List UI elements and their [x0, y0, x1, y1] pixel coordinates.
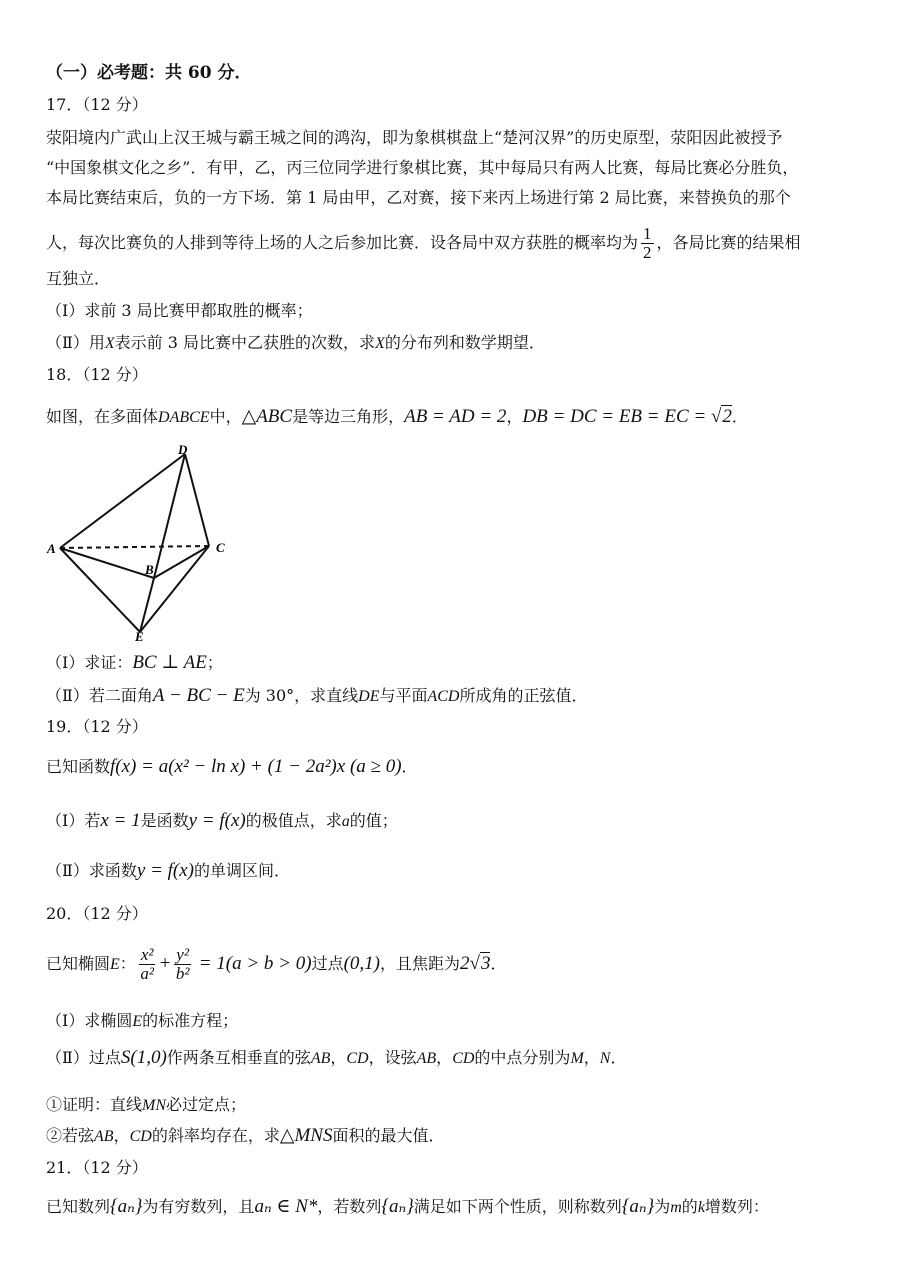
- label-d: D: [178, 442, 188, 457]
- edge-bc: [154, 546, 209, 578]
- var-x: X: [375, 335, 385, 352]
- point-0-1: (0,1): [343, 953, 380, 974]
- var-a: a: [341, 813, 350, 830]
- point-n: N: [599, 1050, 611, 1067]
- q21-text-f: 的: [681, 1197, 698, 1216]
- q21-text-b: 为有穷数列，且: [142, 1197, 255, 1216]
- q18-part2-d: 所成角的正弦值．: [459, 686, 588, 705]
- q19-text-a: 已知函数: [46, 757, 111, 776]
- q20-sub1-a: ①证明：直线: [46, 1095, 143, 1114]
- var-m: m: [670, 1199, 682, 1216]
- q17-text-line-4: [46, 225, 801, 262]
- fraction-denominator: 2: [643, 243, 652, 262]
- q18-number: 18．（12 分）: [46, 365, 148, 384]
- q20-part2-g: ，: [583, 1048, 600, 1067]
- expr-bc-perp-ae: BC ⊥ AE: [132, 652, 207, 673]
- q19-part2-b: 的单调区间．: [194, 861, 291, 880]
- q21-text-d: 满足如下两个性质，则称数列: [413, 1197, 622, 1216]
- q18-part1-b: ；: [206, 653, 223, 672]
- sequence-an: {aₙ}: [381, 1196, 414, 1217]
- expr-y-fx: y = f(x): [188, 810, 246, 831]
- q20-part2-b: 作两条互相垂直的弦: [166, 1048, 311, 1067]
- label-c: C: [216, 540, 225, 555]
- q17-part2-a: （Ⅱ）用: [46, 333, 105, 352]
- q17-part2-c: 的分布列和数学期望．: [384, 333, 545, 352]
- q18-text-a: 如图，在多面体: [46, 407, 159, 426]
- q19-number: 19．（12 分）: [46, 717, 148, 736]
- q18-part-2: [46, 685, 588, 708]
- chord-ab: AB: [310, 1050, 331, 1067]
- q18-text-d: ，: [506, 407, 523, 426]
- q17-text-line-5: 互独立．: [46, 269, 111, 288]
- q20-sub1-b: 必过定点；: [166, 1095, 247, 1114]
- q19-text-line-1: [46, 756, 418, 778]
- edge-ac-hidden: [60, 546, 209, 548]
- chord-cd: CD: [452, 1050, 475, 1067]
- equation-ab-ad: AB = AD = 2: [404, 406, 507, 427]
- q18-part1-a: （Ⅰ）求证：: [46, 653, 133, 672]
- solid-name: DABCE: [158, 409, 210, 426]
- function-definition: f(x) = a(x² − ln x) + (1 − 2a²)x (a ≥ 0): [110, 756, 402, 777]
- section-heading: （一）必考题：共 60 分．: [46, 63, 252, 83]
- chord-cd: CD: [129, 1128, 152, 1145]
- line-mn: MN: [142, 1097, 167, 1114]
- fraction-denominator: b²: [175, 964, 190, 983]
- q19-part1-a: （Ⅰ）若: [46, 811, 101, 830]
- sequence-an: {aₙ}: [110, 1196, 143, 1217]
- fraction-y2-b2: [174, 946, 191, 983]
- q20-text-d: ．: [490, 954, 507, 973]
- q20-text-c: ，且焦距为: [380, 954, 461, 973]
- q21-text-line-1: [46, 1196, 769, 1219]
- sqrt-value: 3: [480, 953, 491, 974]
- focal-coefficient: 2: [460, 953, 470, 974]
- q20-sub-2: [46, 1125, 444, 1148]
- q20-sub-1: [46, 1094, 246, 1117]
- q20-part-2: [46, 1047, 626, 1070]
- q20-part1-a: （Ⅰ）求椭圆: [46, 1011, 133, 1030]
- sqrt-value: 2: [722, 406, 732, 427]
- var-k: k: [697, 1199, 705, 1216]
- q21-number: 21．（12 分）: [46, 1158, 148, 1177]
- fraction-one-half: [641, 225, 654, 262]
- q17-part-1: （Ⅰ）求前 3 局比赛甲都取胜的概率；: [46, 301, 313, 320]
- point-s: S(1,0): [120, 1047, 167, 1068]
- triangle-abc: △ABC: [241, 406, 293, 427]
- label-e: E: [135, 629, 144, 644]
- q20-sub2-a: ②若弦: [46, 1126, 95, 1145]
- q20-number: 20．（12 分）: [46, 904, 148, 923]
- label-a: A: [47, 541, 56, 556]
- fraction-denominator: a²: [140, 964, 154, 983]
- q18-text-b: 中，: [209, 407, 242, 426]
- q17-line4-text-b: ，各局比赛的结果相: [656, 233, 801, 252]
- q20-part1-b: 的标准方程；: [142, 1011, 239, 1030]
- expr-an-in-n: aₙ ∈ N*: [254, 1196, 318, 1217]
- ellipse-name: E: [110, 956, 120, 973]
- point-m: M: [570, 1050, 584, 1067]
- line-de: DE: [358, 688, 380, 705]
- q19-part1-b: 是函数: [140, 811, 189, 830]
- expr-x-equals-1: x = 1: [100, 810, 141, 831]
- q18-part2-c: 与平面: [379, 686, 428, 705]
- chord-ab: AB: [94, 1128, 114, 1145]
- q20-part2-c: ，: [330, 1048, 347, 1067]
- var-x: X: [104, 335, 115, 352]
- fraction-numerator: x²: [140, 945, 154, 964]
- chord-cd: CD: [346, 1050, 369, 1067]
- q20-text-a: 已知椭圆: [46, 954, 111, 973]
- edge-dc: [185, 454, 209, 546]
- q20-part-1: [46, 1010, 238, 1033]
- polyhedron-figure: [44, 440, 244, 645]
- expr-dihedral: A − BC − E: [152, 685, 245, 706]
- q17-text-line-2: “中国象棋文化之乡”．有甲，乙，丙三位同学进行象棋比赛，其中每局只有两人比赛，每局比赛必分胜负，: [46, 158, 799, 177]
- sqrt-symbol: √: [710, 406, 722, 427]
- q17-number: 17．（12 分）: [46, 95, 148, 114]
- q19-part-2: [46, 860, 290, 882]
- q18-text-e: ．: [731, 407, 748, 426]
- q17-line4-text-a: 人，每次比赛负的人排到等待上场的人之后参加比赛．设各局中双方获胜的概率均为: [46, 233, 639, 252]
- q19-part-1: [46, 810, 398, 833]
- q20-part2-d: ，设弦: [368, 1048, 417, 1067]
- q19-part1-c: 的极值点，求: [245, 811, 342, 830]
- q18-text-line-1: [46, 406, 748, 429]
- triangle-mns: △MNS: [279, 1125, 333, 1146]
- sqrt-symbol: √: [469, 953, 480, 974]
- q19-text-b: ．: [401, 757, 418, 776]
- ellipse-condition: = 1(a > b > 0): [193, 953, 312, 974]
- q18-part2-a: （Ⅱ）若二面角: [46, 686, 153, 705]
- q18-part2-b: 为 30°，求直线: [244, 686, 359, 705]
- q20-colon: ：: [119, 954, 136, 973]
- q21-text-a: 已知数列: [46, 1197, 111, 1216]
- q20-part2-e: ，: [436, 1048, 453, 1067]
- q19-part1-d: 的值；: [349, 811, 398, 830]
- q21-text-e: 为: [654, 1197, 671, 1216]
- fraction-numerator: 1: [643, 224, 652, 243]
- q20-part2-a: （Ⅱ）过点: [46, 1048, 121, 1067]
- edge-ad: [60, 454, 185, 548]
- q20-part2-f: 的中点分别为: [474, 1048, 571, 1067]
- q20-sub2-d: 面积的最大值．: [332, 1126, 445, 1145]
- sequence-an: {aₙ}: [621, 1196, 655, 1217]
- q21-text-c: ，若数列: [317, 1197, 382, 1216]
- q21-text-g: 增数列：: [704, 1197, 769, 1216]
- equation-db-dc: DB = DC = EB = EC =: [522, 406, 711, 427]
- expr-y-fx: y = f(x): [136, 860, 195, 881]
- q20-sub2-b: ，: [113, 1126, 130, 1145]
- label-b: B: [145, 562, 154, 577]
- q20-text-line-1: [46, 946, 506, 983]
- q20-sub2-c: 的斜率均存在，求: [151, 1126, 280, 1145]
- q19-part2-a: （Ⅱ）求函数: [46, 861, 137, 880]
- plus-sign: +: [158, 953, 172, 974]
- q17-part-2: [46, 332, 545, 355]
- ellipse-name: E: [132, 1013, 143, 1030]
- q18-part-1: [46, 652, 223, 674]
- q18-text-c: 是等边三角形，: [292, 407, 405, 426]
- chord-ab: AB: [416, 1050, 437, 1067]
- fraction-numerator: y²: [176, 945, 189, 964]
- plane-acd: ACD: [427, 688, 460, 705]
- q20-text-b: 过点: [311, 954, 344, 973]
- fraction-x2-a2: [139, 946, 156, 983]
- q20-part2-h: ．: [610, 1048, 627, 1067]
- q17-text-line-3: 本局比赛结束后，负的一方下场．第 1 局由甲，乙对赛，接下来丙上场进行第 2 局比赛，来替换负的那个: [46, 188, 791, 207]
- q17-part2-b: 表示前 3 局比赛中乙获胜的次数，求: [114, 333, 376, 352]
- q17-text-line-1: 荥阳境内广武山上汉王城与霸王城之间的鸿沟，即为象棋棋盘上“楚河汉界”的历史原型，荥阳因此被授予: [46, 128, 783, 147]
